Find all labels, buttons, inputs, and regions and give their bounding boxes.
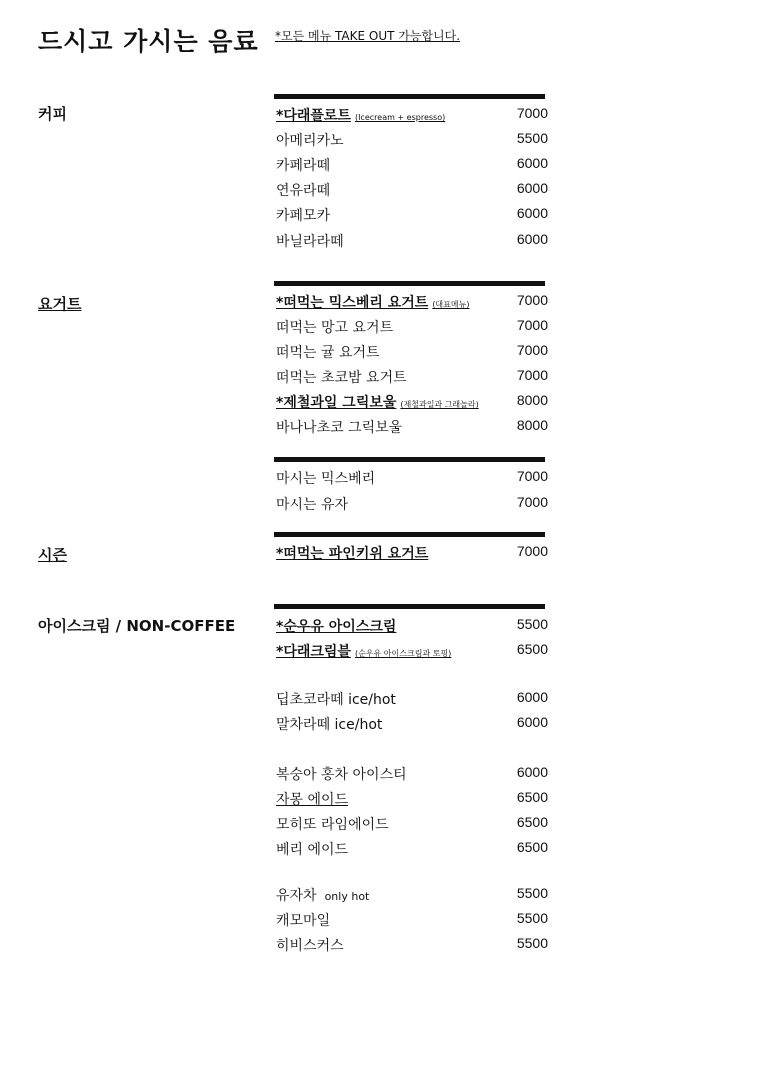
item-name: 마시는 유자 (276, 497, 349, 513)
item-price: 7000 (516, 292, 548, 308)
menu-item (276, 616, 548, 638)
menu-item (276, 689, 548, 711)
section-label-icecream: 아이스크림 / NON-COFFEE (38, 617, 236, 635)
item-name: *다래플로트 (Icecream + espresso) (276, 108, 446, 124)
section-label-season: 시즌 (38, 546, 67, 564)
item-name: 모히또 라임에이드 (276, 817, 389, 833)
section-label-coffee: 커피 (38, 105, 67, 123)
menu-item (276, 392, 548, 414)
item-price: 6000 (516, 180, 548, 196)
menu-item (276, 839, 548, 861)
item-price: 5500 (516, 885, 548, 901)
menu-item (276, 292, 548, 314)
item-name: 바나나초코 그릭보울 (276, 420, 403, 436)
item-price: 6500 (516, 814, 548, 830)
item-price: 6000 (516, 689, 548, 705)
item-name: 바닐라라떼 (276, 234, 344, 250)
item-price: 6000 (516, 155, 548, 171)
item-price: 5500 (516, 910, 548, 926)
menu-item (276, 494, 548, 516)
menu-item (276, 910, 548, 932)
menu-item (276, 342, 548, 364)
menu-item (276, 885, 548, 907)
menu-item (276, 130, 548, 152)
item-price: 6500 (516, 641, 548, 657)
menu-item (276, 935, 548, 957)
item-price: 6000 (516, 231, 548, 247)
item-name: 유자차 only hot (276, 888, 370, 904)
item-price: 5500 (516, 616, 548, 632)
item-price: 7000 (516, 494, 548, 510)
item-name: 떠먹는 초코밤 요거트 (276, 370, 407, 386)
section-label-yogurt: 요거트 (38, 295, 82, 313)
item-price: 8000 (516, 417, 548, 433)
item-name: *다래크림블 (순우유 아이스크림과 토핑) (276, 644, 452, 660)
menu-item (276, 714, 548, 736)
section-divider-drinks (274, 457, 545, 462)
item-price: 6500 (516, 839, 548, 855)
item-price: 7000 (516, 105, 548, 121)
item-name: 마시는 믹스베리 (276, 471, 376, 487)
item-name: 떠먹는 망고 요거트 (276, 320, 394, 336)
menu-item (276, 231, 548, 253)
item-name: 카페모카 (276, 208, 331, 224)
item-note: (Icecream + espresso) (354, 113, 446, 122)
item-name: 아메리카노 (276, 133, 344, 149)
item-name: 말차라떼 ice/hot (276, 717, 383, 733)
menu-item (276, 317, 548, 339)
item-name: 캐모마일 (276, 913, 331, 929)
item-name: 카페라떼 (276, 158, 331, 174)
item-name: *떠먹는 파인키위 요거트 (276, 546, 429, 562)
item-name: 복숭아 홍차 아이스티 (276, 767, 407, 783)
item-name: 히비스커스 (276, 938, 344, 954)
item-price: 5500 (516, 935, 548, 951)
item-price: 6000 (516, 205, 548, 221)
menu-item (276, 205, 548, 227)
item-name: 자몽 에이드 (276, 792, 349, 808)
menu-item (276, 789, 548, 811)
section-divider-season (274, 532, 545, 537)
menu-item (276, 814, 548, 836)
menu-item (276, 764, 548, 786)
menu-item (276, 180, 548, 202)
item-price: 6500 (516, 789, 548, 805)
item-price: 7000 (516, 367, 548, 383)
section-divider-yogurt (274, 281, 545, 286)
item-price: 6000 (516, 764, 548, 780)
item-name: 연유라떼 (276, 183, 331, 199)
item-price: 7000 (516, 543, 548, 559)
menu-item (276, 155, 548, 177)
item-name: *떠먹는 믹스베리 요거트 (대표메뉴) (276, 295, 470, 311)
section-divider-icecream (274, 604, 545, 609)
section-divider-coffee (274, 94, 545, 99)
menu-title: 드시고 가시는 음료 (38, 27, 259, 56)
item-name: 딥초코라떼 ice/hot (276, 692, 396, 708)
item-note: (대표메뉴) (432, 300, 470, 309)
menu-item (276, 417, 548, 439)
item-name: 떠먹는 귤 요거트 (276, 345, 380, 361)
item-price: 7000 (516, 468, 548, 484)
item-price: 7000 (516, 342, 548, 358)
item-price: 6000 (516, 714, 548, 730)
menu-item (276, 468, 548, 490)
item-name: *순우유 아이스크림 (276, 619, 397, 635)
item-price: 8000 (516, 392, 548, 408)
menu-item (276, 641, 548, 663)
menu-item (276, 543, 548, 565)
menu-item (276, 367, 548, 389)
item-name: 베리 에이드 (276, 842, 349, 858)
item-price: 7000 (516, 317, 548, 333)
menu-item (276, 105, 548, 127)
item-note: only hot (324, 890, 370, 903)
item-note: (제철과일과 그래놀라) (400, 400, 479, 409)
item-price: 5500 (516, 130, 548, 146)
item-note: (순우유 아이스크림과 토핑) (354, 649, 452, 658)
takeout-notice: *모든 메뉴 TAKE OUT 가능합니다. (275, 29, 461, 43)
item-name: *제철과일 그릭보울 (제철과일과 그래놀라) (276, 395, 479, 411)
